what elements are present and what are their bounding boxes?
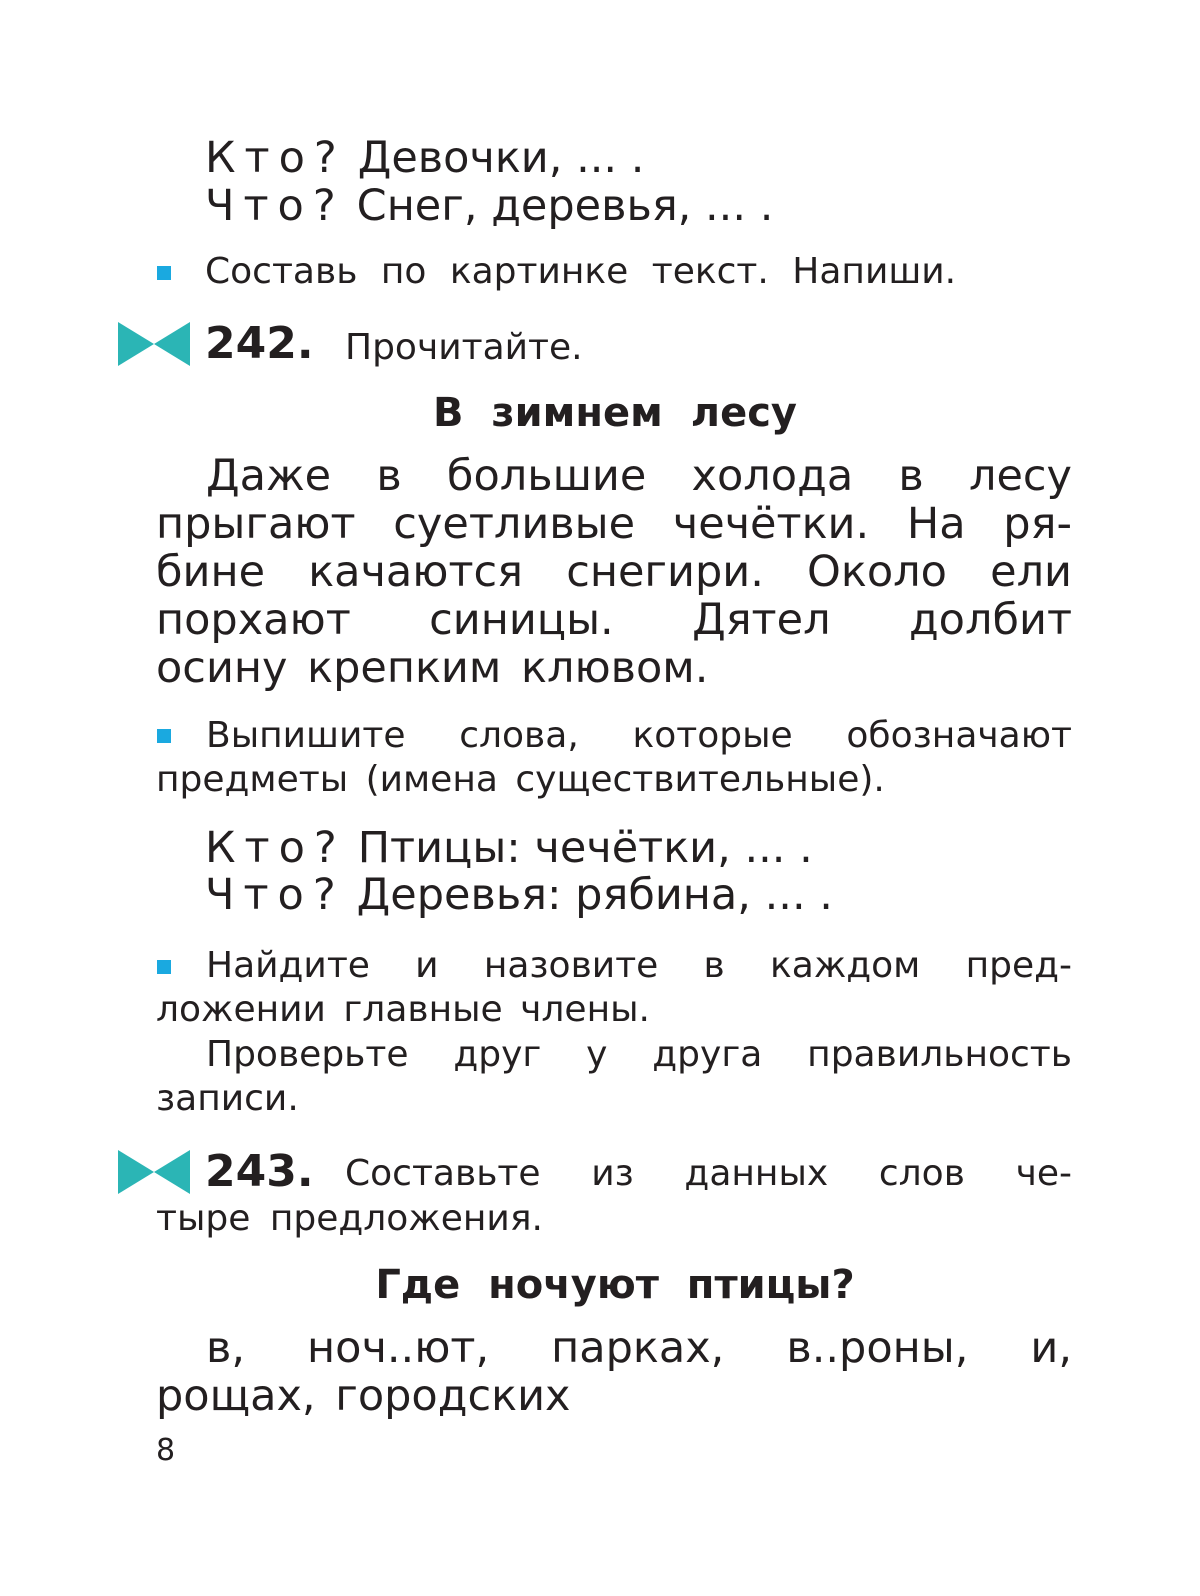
task-line: Проверьте друг у друга правильность bbox=[206, 1034, 1072, 1075]
who-answer: Девочки, ... . bbox=[357, 133, 645, 183]
text-title-243: Где ночуют птицы? bbox=[375, 1262, 855, 1308]
word-line: в, ноч..ют, парках, в..роны, и, bbox=[206, 1323, 1072, 1373]
what-answer: Деревья: рябина, ... . bbox=[356, 870, 833, 920]
task-bullet bbox=[157, 266, 171, 280]
task-check bbox=[156, 1033, 1072, 1121]
task-line: ложении главные члены. bbox=[156, 989, 650, 1030]
exercise-number-243: 243. bbox=[205, 1146, 314, 1197]
page-number: 8 bbox=[156, 1433, 176, 1468]
who-line-242 bbox=[205, 824, 813, 872]
word-list bbox=[156, 1324, 1072, 1420]
who-answer: Птицы: чечётки, ... . bbox=[357, 823, 813, 873]
text-title-242: В зимнем лесу bbox=[433, 390, 797, 436]
exercise-bowtie-icon bbox=[118, 322, 190, 366]
what-label: Что? bbox=[205, 181, 345, 231]
who-label: Кто? bbox=[205, 823, 346, 873]
who-label: Кто? bbox=[205, 133, 346, 183]
what-line-242 bbox=[205, 871, 833, 919]
what-answer: Снег, деревья, ... . bbox=[356, 181, 774, 231]
task-line: записи. bbox=[156, 1078, 299, 1119]
text-line: прыгают суетливые чечётки. На ря- bbox=[156, 499, 1072, 549]
task-compose: Составь по картинке текст. Напиши. bbox=[205, 251, 957, 292]
word-line: рощах, городских bbox=[156, 1371, 571, 1421]
what-label: Что? bbox=[205, 870, 345, 920]
text-line: порхают синицы. Дятел долбит bbox=[156, 595, 1072, 645]
task-line: предметы (имена существительные). bbox=[156, 759, 885, 800]
exercise-number-242: 242. bbox=[205, 318, 314, 369]
text-line: Даже в большие холода в лесу bbox=[206, 451, 1072, 501]
who-line-top bbox=[205, 134, 644, 182]
what-line-top bbox=[205, 182, 773, 230]
task-write-nouns bbox=[156, 714, 1072, 802]
exercise-instruction-242: Прочитайте. bbox=[345, 327, 583, 368]
exercise-instruction-243-line2: тыре предложения. bbox=[156, 1198, 543, 1239]
text-line: осину крепким клювом. bbox=[156, 643, 709, 693]
task-find-main-parts bbox=[156, 944, 1072, 1032]
text-line: бине качаются снегири. Около ели bbox=[156, 547, 1072, 597]
exercise-instruction-243-line1: Составьте из данных слов че- bbox=[345, 1153, 1072, 1194]
task-line: Выпишите слова, которые обозначают bbox=[206, 715, 1072, 756]
task-line: Найдите и назовите в каждом пред- bbox=[206, 945, 1072, 986]
reading-text bbox=[156, 452, 1072, 692]
exercise-bowtie-icon bbox=[118, 1150, 190, 1194]
